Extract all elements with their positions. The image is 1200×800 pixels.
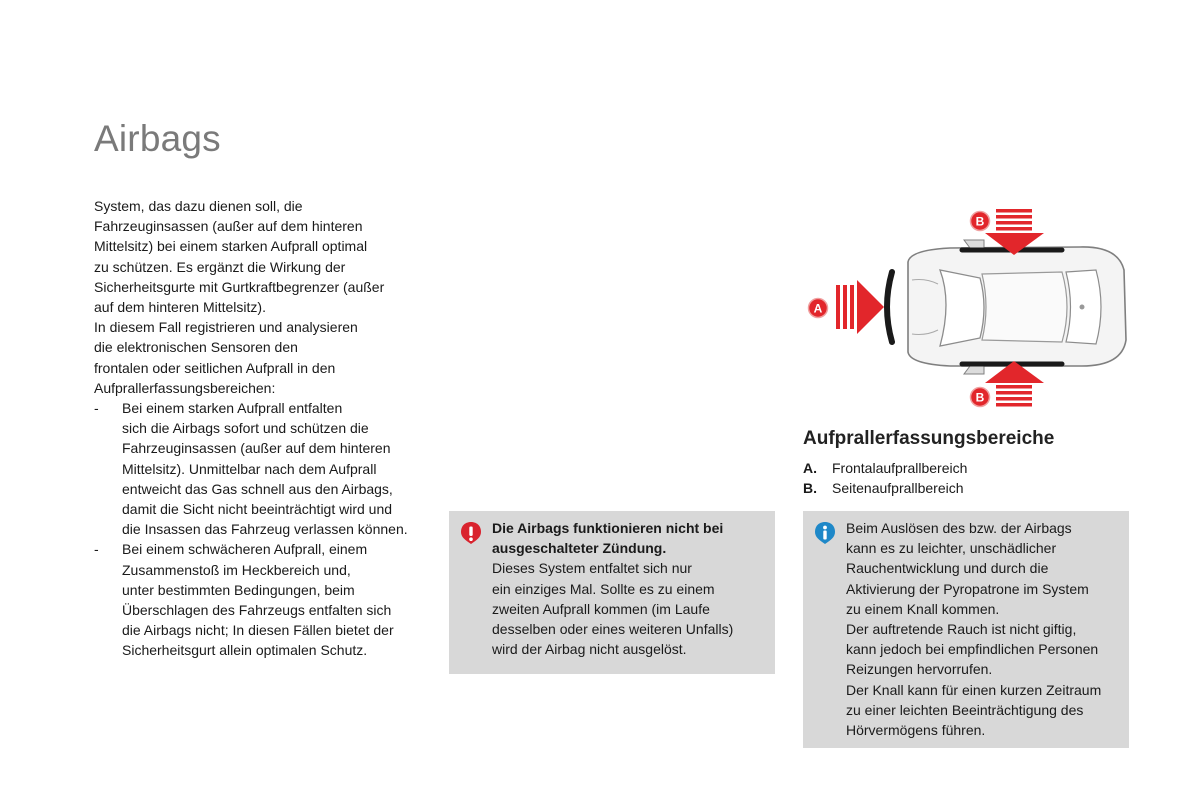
label-b-bottom: B <box>975 390 985 405</box>
exclamation-icon <box>459 521 483 545</box>
warning-line: ein einziges Mal. Sollte es zu einem <box>492 580 715 597</box>
info-line: zu einer leichten Beeinträchtigung des <box>846 701 1084 718</box>
list-dash: - <box>94 541 99 558</box>
info-line: Hörvermögens führen. <box>846 722 986 739</box>
list-dash: - <box>94 400 99 417</box>
intro-line: In diesem Fall registrieren und analysieren <box>94 319 358 336</box>
label-b-bottom-badge <box>971 388 990 407</box>
intro-line: frontalen oder seitlichen Aufprall in den <box>94 359 336 376</box>
car-top-view <box>887 240 1126 374</box>
zones-heading: Aufprallerfassungsbereiche <box>803 428 1055 449</box>
info-text <box>846 518 1121 740</box>
page-title: Airbags <box>94 118 221 159</box>
intro-line: Mittelsitz) bei einem starken Aufprall optimal <box>94 238 368 255</box>
side-impact-arrow-bottom <box>985 361 1044 407</box>
list-line: Überschlagen des Fahrzeugs entfalten sich <box>122 602 392 619</box>
zone-item <box>803 458 1123 478</box>
info-line: kann es zu leichter, unschädlicher <box>846 540 1057 557</box>
warning-line: zweiten Aufprall kommen (im Laufe <box>492 600 710 617</box>
info-line: Beim Auslösen des bzw. der Airbags <box>846 520 1072 536</box>
impact-zones-diagram <box>800 200 1140 415</box>
list-item <box>94 398 424 539</box>
label-a-badge <box>809 299 828 318</box>
zone-item <box>803 478 1123 498</box>
info-line: zu einem Knall kommen. <box>846 600 1000 617</box>
intro-line: Fahrzeuginsassen (außer auf dem hinteren <box>94 218 363 235</box>
list-line: Zusammenstoß im Heckbereich und, <box>122 561 351 578</box>
info-icon <box>813 521 837 545</box>
list-line: Fahrzeuginsassen (außer auf dem hinteren <box>122 440 391 457</box>
label-b-top: B <box>975 214 985 229</box>
warning-line: wird der Airbag nicht ausgelöst. <box>492 641 687 658</box>
label-a: A <box>813 301 823 316</box>
info-line: kann jedoch bei empfindlichen Personen <box>846 641 1099 658</box>
list-line: Bei einem starken Aufprall entfalten <box>122 400 343 417</box>
list-line: die Insassen das Fahrzeug verlassen können. <box>122 521 408 538</box>
intro-line: System, das dazu dienen soll, die <box>94 198 303 214</box>
warning-text <box>492 518 767 659</box>
info-line: Rauchentwicklung und durch die <box>846 560 1049 577</box>
warning-line: desselben oder eines weiteren Unfalls) <box>492 621 734 638</box>
list-line: Bei einem schwächeren Aufprall, einem <box>122 541 368 558</box>
info-line: Der Knall kann für einen kurzen Zeitraum <box>846 681 1102 698</box>
zone-text: Seitenaufprallbereich <box>832 480 964 497</box>
intro-text <box>94 196 424 661</box>
zones-list <box>803 458 1123 498</box>
intro-paragraph <box>94 196 424 398</box>
frontal-impact-arrow <box>836 280 884 334</box>
info-line: Reizungen hervorrufen. <box>846 661 993 678</box>
zone-letter: B. <box>803 480 817 497</box>
list-item <box>94 539 424 660</box>
warning-line: Dieses System entfaltet sich nur <box>492 560 692 577</box>
list-line: damit die Sicht nicht beeinträchtigt wird und <box>122 501 393 518</box>
info-line: Aktivierung der Pyropatrone im System <box>846 580 1089 597</box>
list-line: Sicherheitsgurt allein optimalen Schutz. <box>122 642 368 659</box>
list-line: entweicht das Gas schnell aus den Airbags, <box>122 480 393 497</box>
info-box <box>803 511 1129 748</box>
impact-list <box>94 398 424 661</box>
intro-line: zu schützen. Es ergänzt die Wirkung der <box>94 258 346 275</box>
warning-bold-line: Die Airbags funktionieren nicht bei <box>492 520 724 536</box>
intro-line: Sicherheitsgurte mit Gurtkraftbegrenzer (außer <box>94 278 385 295</box>
intro-line: auf dem hinteren Mittelsitz). <box>94 299 266 316</box>
warning-bold-line: ausgeschalteter Zündung. <box>492 540 667 557</box>
zone-letter: A. <box>803 460 817 476</box>
list-line: die Airbags nicht; In diesen Fällen bietet der <box>122 622 394 639</box>
info-line: Der auftretende Rauch ist nicht giftig, <box>846 621 1077 638</box>
list-line: unter bestimmten Bedingungen, beim <box>122 581 355 598</box>
intro-line: die elektronischen Sensoren den <box>94 339 298 356</box>
warning-box <box>449 511 775 674</box>
label-b-top-badge <box>971 212 990 231</box>
list-line: sich die Airbags sofort und schützen die <box>122 420 369 437</box>
list-line: Mittelsitz). Unmittelbar nach dem Aufprall <box>122 460 377 477</box>
intro-line: Aufprallerfassungsbereichen: <box>94 379 276 396</box>
zone-text: Frontalaufprallbereich <box>832 460 968 476</box>
